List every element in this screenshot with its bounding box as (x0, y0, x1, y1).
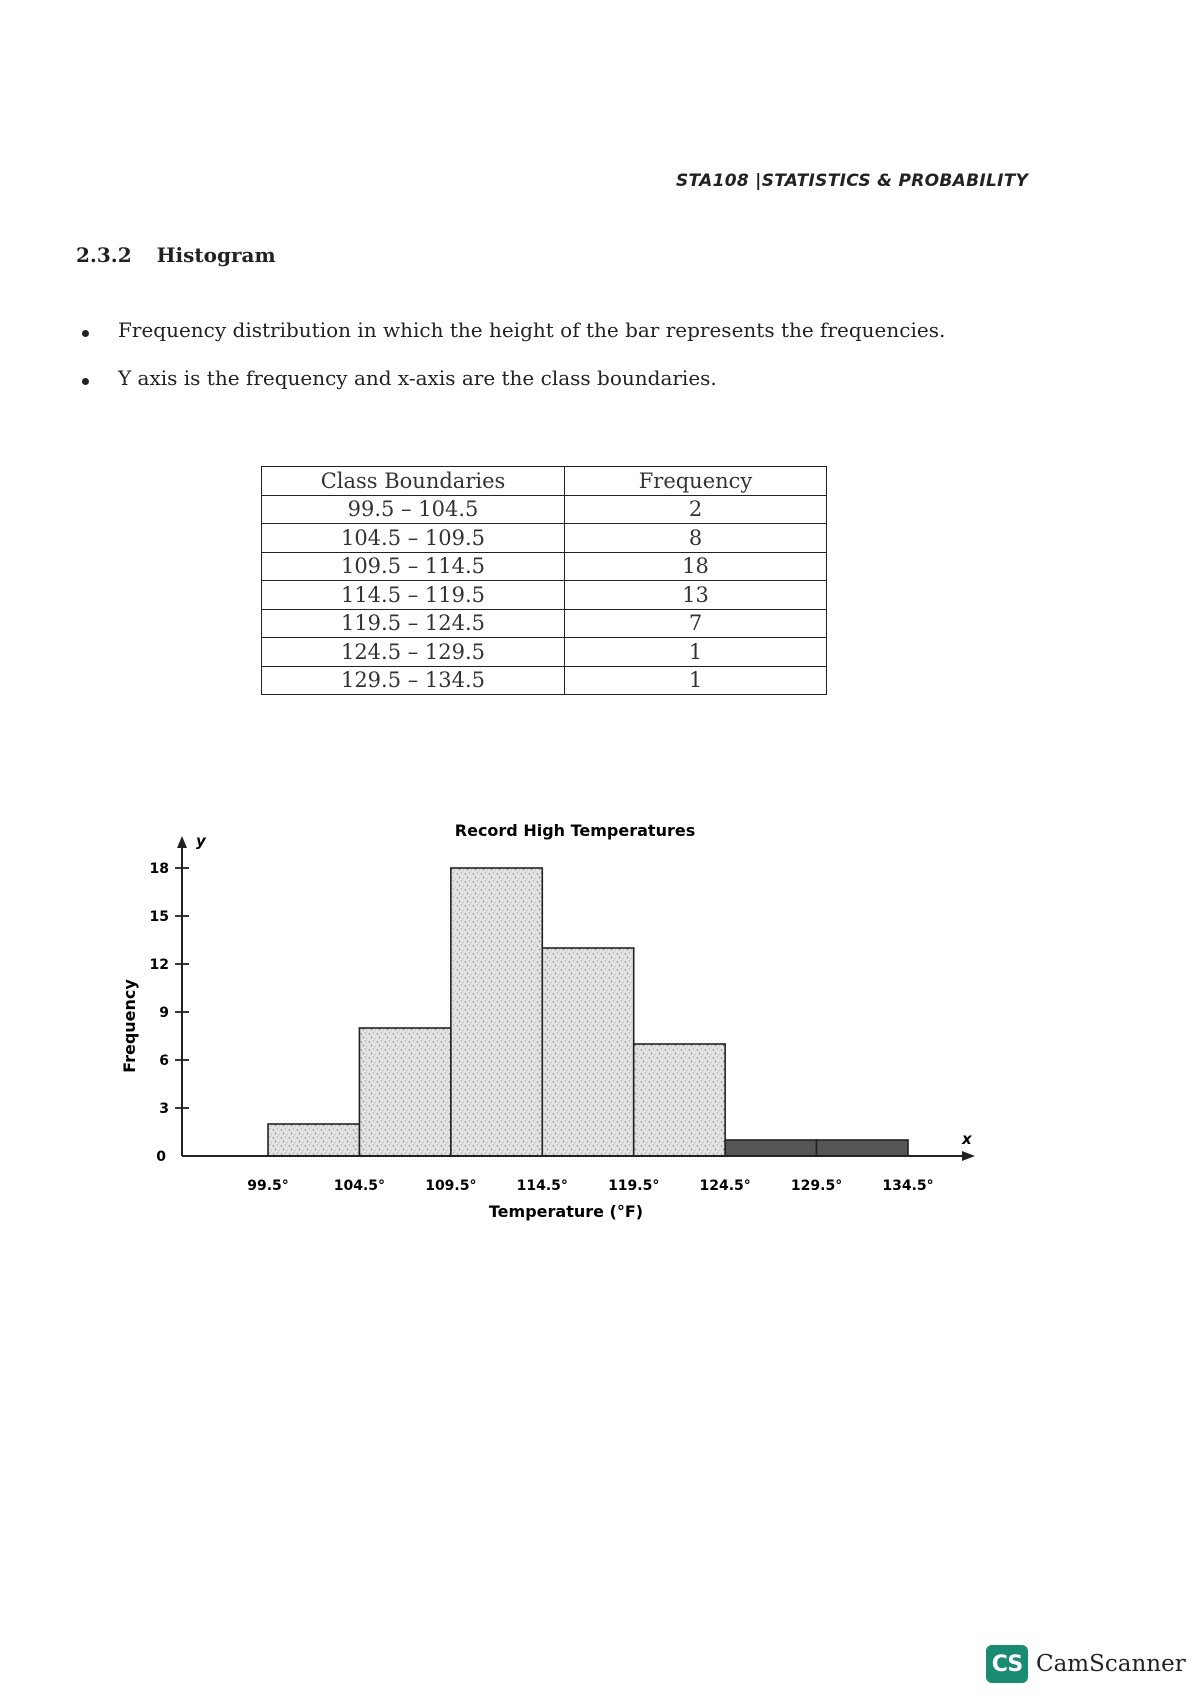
chart-title: Record High Temperatures (454, 821, 696, 840)
y-tick-label: 3 (159, 1101, 169, 1117)
histogram-bar (725, 1140, 816, 1156)
frequency-cell: 2 (565, 495, 827, 524)
frequency-cell: 18 (565, 552, 827, 581)
x-tick-label: 109.5° (425, 1178, 477, 1194)
bar-group (268, 868, 908, 1156)
x-tick-label: 99.5° (247, 1178, 289, 1194)
class-boundary-cell: 124.5 – 129.5 (262, 638, 565, 667)
frequency-table (261, 466, 827, 695)
x-tick-label: 134.5° (882, 1178, 934, 1194)
histogram-bar (359, 1028, 450, 1156)
table-row (262, 524, 827, 553)
class-boundary-cell: 109.5 – 114.5 (262, 552, 565, 581)
histogram-bar (817, 1140, 908, 1156)
bullet-item: Frequency distribution in which the height of the bar represents the frequencies. (80, 318, 945, 346)
table-row (262, 495, 827, 524)
x-axis-letter: x (962, 1130, 972, 1148)
class-boundary-cell: 114.5 – 119.5 (262, 581, 565, 610)
histogram-bar (451, 868, 542, 1156)
y-axis-title: Frequency (120, 979, 139, 1073)
table-row (262, 552, 827, 581)
frequency-cell: 1 (565, 638, 827, 667)
frequency-cell: 7 (565, 609, 827, 638)
y-axis-arrow-icon (177, 836, 187, 848)
bullet-item: Y axis is the frequency and x-axis are the class boundaries. (80, 366, 945, 394)
x-tick-label: 129.5° (790, 1178, 843, 1194)
column-header-frequency: Frequency (565, 467, 827, 496)
y-tick-label: 9 (159, 1005, 169, 1021)
camscanner-watermark (986, 1645, 1186, 1683)
table-row (262, 609, 827, 638)
x-tick-label: 104.5° (333, 1178, 386, 1194)
x-tick-label: 119.5° (608, 1178, 660, 1194)
table-row (262, 638, 827, 667)
frequency-cell: 13 (565, 581, 827, 610)
histogram-chart (0, 800, 1200, 1240)
page-header: STA108 |STATISTICS & PROBABILITY (676, 171, 1029, 191)
column-header-class-boundaries: Class Boundaries (262, 467, 565, 496)
y-tick-group (150, 861, 189, 1165)
x-axis-title: Temperature (°F) (488, 1202, 644, 1221)
x-axis-arrow-icon (962, 1151, 975, 1161)
y-tick-label: 12 (149, 957, 169, 973)
y-tick-label: 18 (149, 861, 169, 877)
class-boundary-cell: 119.5 – 124.5 (262, 609, 565, 638)
camscanner-name: CamScanner (1036, 1651, 1186, 1677)
section-number: 2.3.2 (76, 243, 132, 267)
section-title: Histogram (156, 243, 276, 267)
frequency-cell: 8 (565, 524, 827, 553)
y-tick-label: 15 (149, 909, 169, 925)
table-header-row (262, 467, 827, 496)
class-boundary-cell: 129.5 – 134.5 (262, 666, 565, 695)
histogram-bar (542, 948, 633, 1156)
class-boundary-cell: 104.5 – 109.5 (262, 524, 565, 553)
bullet-list (80, 318, 945, 414)
table-row (262, 666, 827, 695)
histogram-bar (634, 1044, 725, 1156)
y-axis-letter: y (196, 832, 206, 850)
x-tick-label: 114.5° (516, 1178, 568, 1194)
x-tick-label: 124.5° (699, 1178, 751, 1194)
frequency-cell: 1 (565, 666, 827, 695)
camscanner-logo-icon: CS (986, 1645, 1028, 1683)
histogram-bar (268, 1124, 359, 1156)
section-heading (76, 243, 276, 267)
table-row (262, 581, 827, 610)
y-tick-label: 6 (159, 1053, 169, 1069)
x-tick-group (247, 1178, 933, 1194)
y-tick-label: 0 (156, 1149, 166, 1165)
class-boundary-cell: 99.5 – 104.5 (262, 495, 565, 524)
